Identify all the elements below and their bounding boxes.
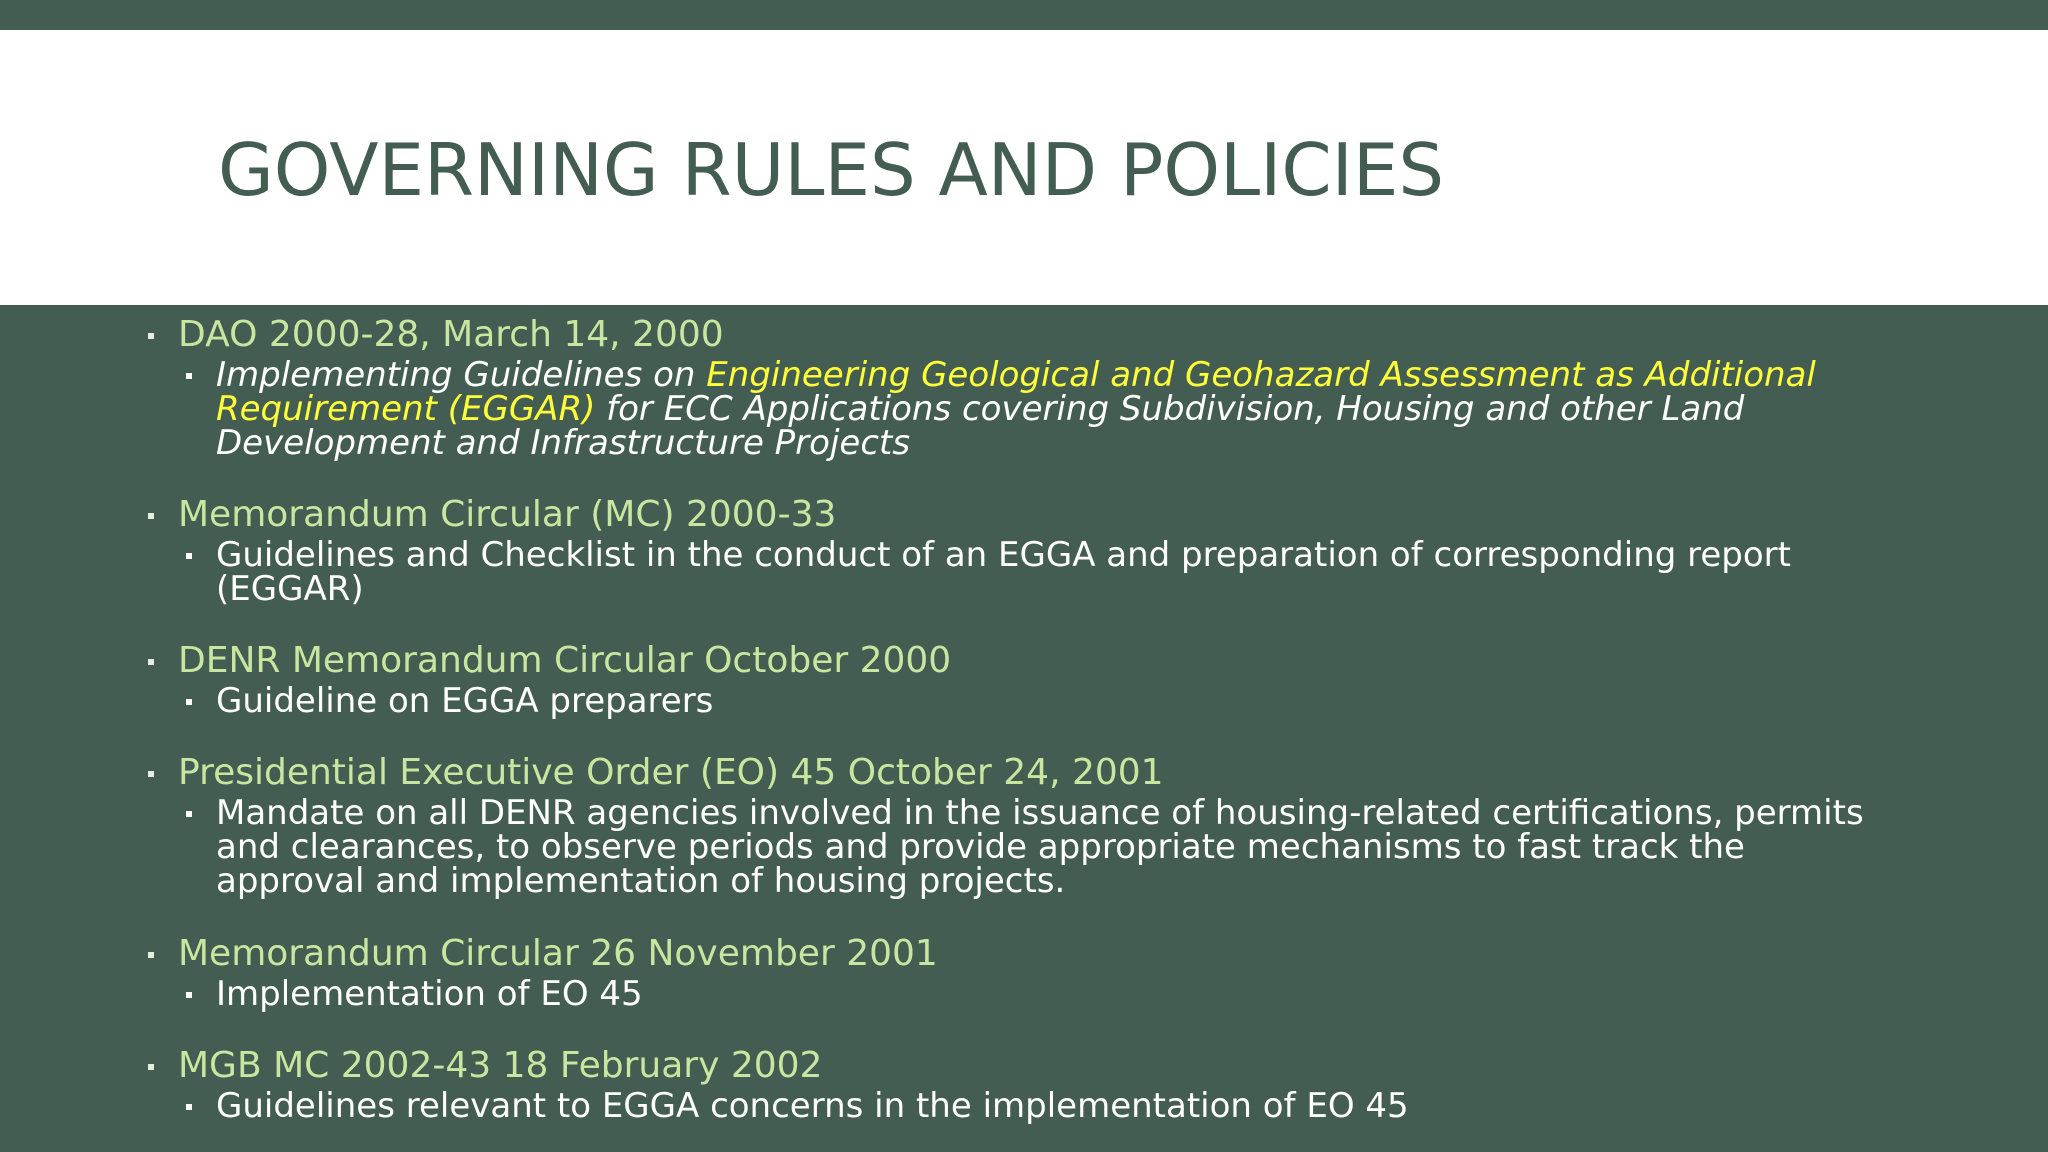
- policy-description-text: Guidelines relevant to EGGA concerns in the implementation of EO 45: [216, 1086, 1409, 1126]
- policy-heading-text: Presidential Executive Order (EO) 45 October 24, 2001: [178, 752, 1164, 793]
- policy-description-text: Implementation of EO 45: [216, 974, 643, 1014]
- policy-heading-text: Memorandum Circular (MC) 2000-33: [178, 494, 837, 535]
- square-bullet-icon: [148, 513, 154, 519]
- square-bullet-icon: [148, 659, 154, 665]
- policy-heading-text: MGB MC 2002-43 18 February 2002: [178, 1045, 823, 1086]
- policy-description: [0, 1086, 1876, 1126]
- policy-heading: [0, 1045, 2048, 1087]
- policy-heading-text: DAO 2000-28, March 14, 2000: [178, 314, 724, 355]
- policy-heading: [0, 933, 2048, 975]
- policy-description-text: for ECC Applications covering Subdivision, Housing and other Land Development and Infrastructure Projects: [216, 389, 1745, 463]
- square-bullet-icon: [148, 333, 154, 339]
- policy-item: [0, 752, 2048, 901]
- slide-title: GOVERNING RULES AND POLICIES: [218, 128, 1445, 212]
- policy-description-text: Guideline on EGGA preparers: [216, 681, 714, 721]
- policy-heading-text: DENR Memorandum Circular October 2000: [178, 640, 952, 681]
- eggar-highlight: Engineering Geological and Geohazard Assessment as Additional Requirement (EGGAR): [216, 355, 1816, 429]
- policy-description-text: Mandate on all DENR agencies involved in the issuance of housing-related certifications, permits and clearances, to observe periods and provide appropriate mechanisms to fast track the approval and implementation of housing projects.: [216, 793, 1864, 901]
- square-bullet-icon: [148, 1064, 154, 1070]
- square-bullet-icon: [186, 811, 192, 817]
- policy-description: [0, 535, 1876, 609]
- policy-description: [0, 793, 1876, 901]
- policy-item: [0, 314, 2048, 463]
- square-bullet-icon: [186, 1104, 192, 1110]
- policy-description: [0, 974, 1876, 1014]
- policy-description: [0, 681, 1876, 721]
- policy-description-text: Implementing Guidelines on: [216, 355, 707, 395]
- policy-heading: [0, 640, 2048, 682]
- policy-description: [0, 355, 1876, 463]
- square-bullet-icon: [148, 952, 154, 958]
- square-bullet-icon: [186, 699, 192, 705]
- square-bullet-icon: [186, 553, 192, 559]
- square-bullet-icon: [186, 992, 192, 998]
- square-bullet-icon: [186, 373, 192, 379]
- policy-item: [0, 933, 2048, 1014]
- policy-heading: [0, 314, 2048, 356]
- policy-heading-text: Memorandum Circular 26 November 2001: [178, 933, 938, 974]
- policy-item: [0, 494, 2048, 609]
- policy-heading: [0, 752, 2048, 794]
- policy-description-text: Guidelines and Checklist in the conduct of an EGGA and preparation of corresponding report (EGGAR): [216, 535, 1791, 609]
- policy-item: [0, 640, 2048, 721]
- policy-item: [0, 1045, 2048, 1126]
- square-bullet-icon: [148, 771, 154, 777]
- policy-heading: [0, 494, 2048, 536]
